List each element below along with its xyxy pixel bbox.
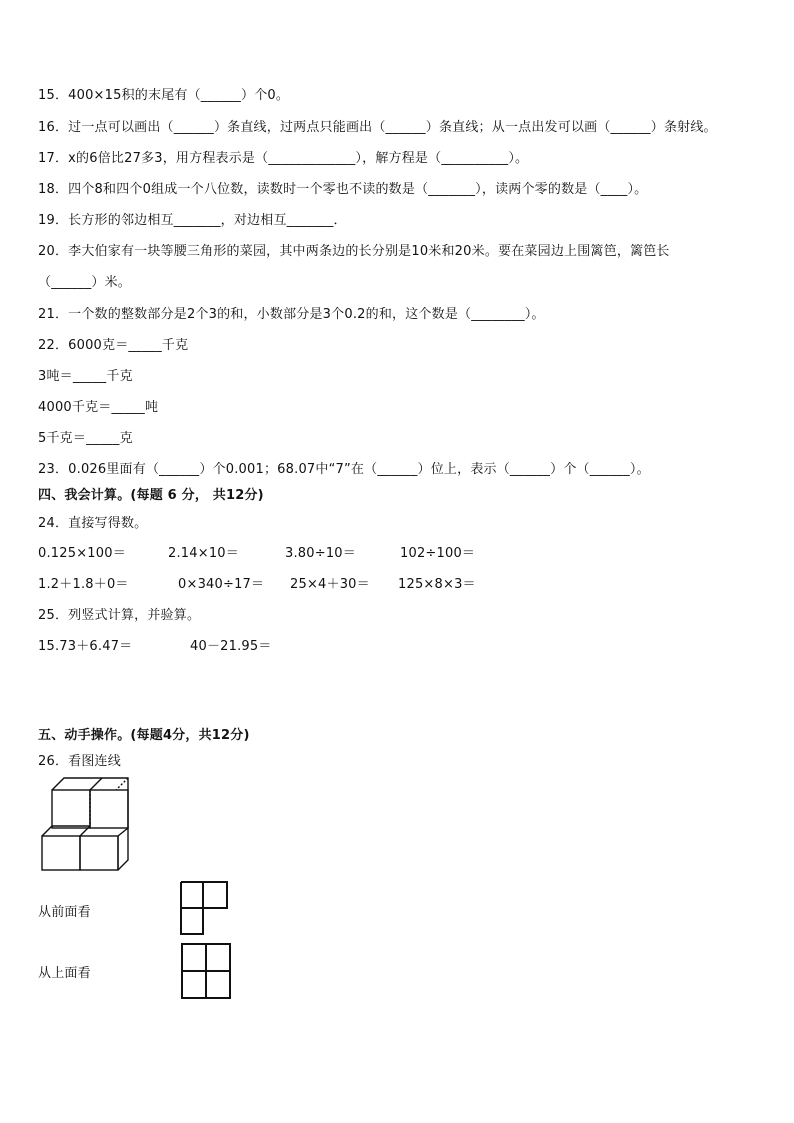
q22-d: 5千克＝_____克 xyxy=(38,431,133,446)
label-front-view: 从前面看 xyxy=(38,905,91,920)
top-view-figure xyxy=(180,942,232,1000)
calc-row2-1: 1.2＋1.8＋0＝ xyxy=(38,577,129,592)
cube-stack-figure xyxy=(38,774,130,874)
calc-row1-2: 2.14×10＝ xyxy=(168,546,239,561)
q18: 18．四个8和四个0组成一个八位数，读数时一个零也不读的数是（_______），读两个零的数是（____）。 xyxy=(38,182,648,197)
q17: 17．x的6倍比27多3，用方程表示是（_____________），解方程是（__________）。 xyxy=(38,151,529,166)
q23: 23．0.026里面有（______）个0.001；68.07中“7”在（______）位上，表示（______）个（______）。 xyxy=(38,462,650,477)
q22-b: 3吨＝_____千克 xyxy=(38,369,133,384)
q16: 16．过一点可以画出（______）条直线，过两点只能画出（______）条直线；从一点出发可以画（______）条射线。 xyxy=(38,120,717,135)
q15: 15．400×15积的末尾有（______）个0。 xyxy=(38,88,290,103)
calc-row1-1: 0.125×100＝ xyxy=(38,546,126,561)
calc-row2-2: 0×340÷17＝ xyxy=(178,577,265,592)
q26: 26．看图连线 xyxy=(38,754,121,769)
q21: 21．一个数的整数部分是2个3的和，小数部分是3个0.2的和，这个数是（________）。 xyxy=(38,307,545,322)
calc-row1-4: 102÷100＝ xyxy=(400,546,476,561)
section4-heading: 四、我会计算。(每题 6 分， 共12分) xyxy=(38,488,264,503)
q20-line2: （______）米。 xyxy=(38,275,132,290)
calc-row3-2: 40－21.95＝ xyxy=(190,639,272,654)
q19: 19．长方形的邻边相互_______，对边相互_______． xyxy=(38,213,347,228)
calc-row2-4: 125×8×3＝ xyxy=(398,577,476,592)
q22-c: 4000千克＝_____吨 xyxy=(38,400,159,415)
q22-a: 22．6000克＝_____千克 xyxy=(38,338,189,353)
section5-heading: 五、动手操作。(每题4分，共12分) xyxy=(38,728,250,743)
q20-line1: 20．李大伯家有一块等腰三角形的菜园，其中两条边的长分别是10米和20米。要在菜园边上围篱笆，篱笆长 xyxy=(38,244,670,259)
calc-row2-3: 25×4＋30＝ xyxy=(290,577,370,592)
calc-row1-3: 3.80÷10＝ xyxy=(285,546,356,561)
q24: 24．直接写得数。 xyxy=(38,516,148,531)
label-top-view: 从上面看 xyxy=(38,966,91,981)
front-view-figure xyxy=(179,880,231,936)
calc-row3-1: 15.73＋6.47＝ xyxy=(38,639,133,654)
q25: 25．列竖式计算，并验算。 xyxy=(38,608,201,623)
